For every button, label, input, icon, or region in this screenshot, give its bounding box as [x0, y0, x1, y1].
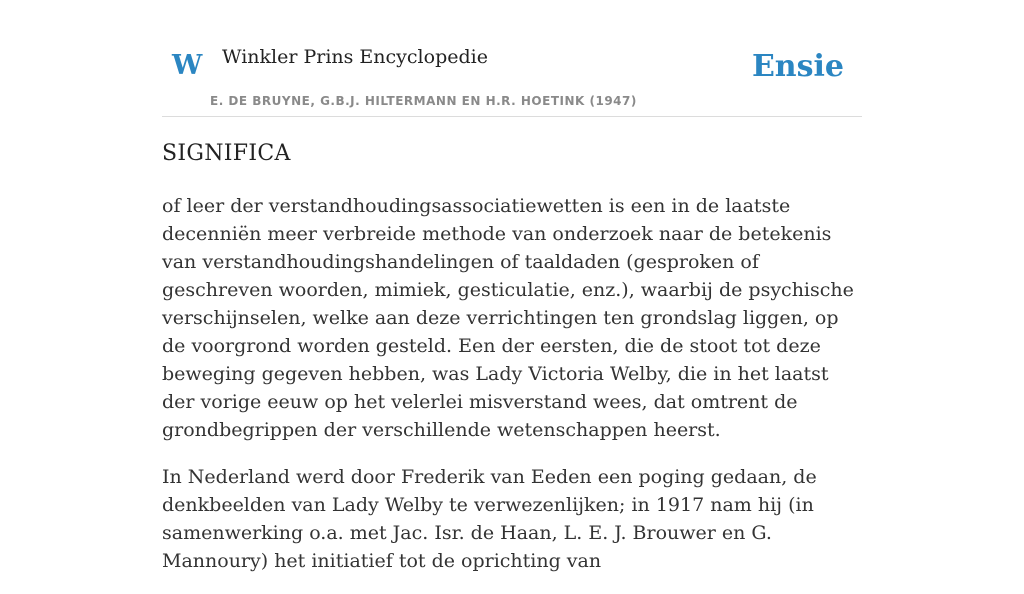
source-authors: E. DE BRUYNE, G.B.J. HILTERMANN EN H.R. HOETINK (1947) [210, 94, 637, 108]
source-title[interactable]: Winkler Prins Encyclopedie [222, 46, 488, 68]
article-body [162, 192, 862, 594]
article-paragraph: of leer der verstandhoudingsassociatiewetten is een in de laatste decenniën meer verbreide methode van onderzoek naar de betekenis van verstandhoudingshandelingen of taaldaden (gesproken of geschreven woorden, mimiek, gesticulatie, enz.), waarbij de psychische verschijnselen, welke aan deze verrichtingen ten grondslag liggen, op de voorgrond worden gesteld. Een der eersten, die de stoot tot deze beweging gegeven hebben, was Lady Victoria Welby, die in het laatst der vorige eeuw op het velerlei misverstand wees, dat omtrent de grondbegrippen der verschillende wetenschappen heerst. [162, 195, 854, 441]
winkler-prins-logo[interactable]: W [172, 50, 203, 81]
page-container [162, 0, 862, 572]
article-paragraph: In Nederland werd door Frederik van Eeden een poging gedaan, de denkbeelden van Lady Welby te verwezenlijken; in 1917 nam hij (in samenwerking o.a. met Jac. Isr. de Haan, L. E. J. Brouwer en G. Mannoury) het initiatief tot de oprichting van [162, 466, 817, 572]
header [162, 0, 862, 117]
ensie-logo[interactable]: Ensie [751, 49, 844, 84]
article-title: SIGNIFICA [162, 141, 291, 166]
